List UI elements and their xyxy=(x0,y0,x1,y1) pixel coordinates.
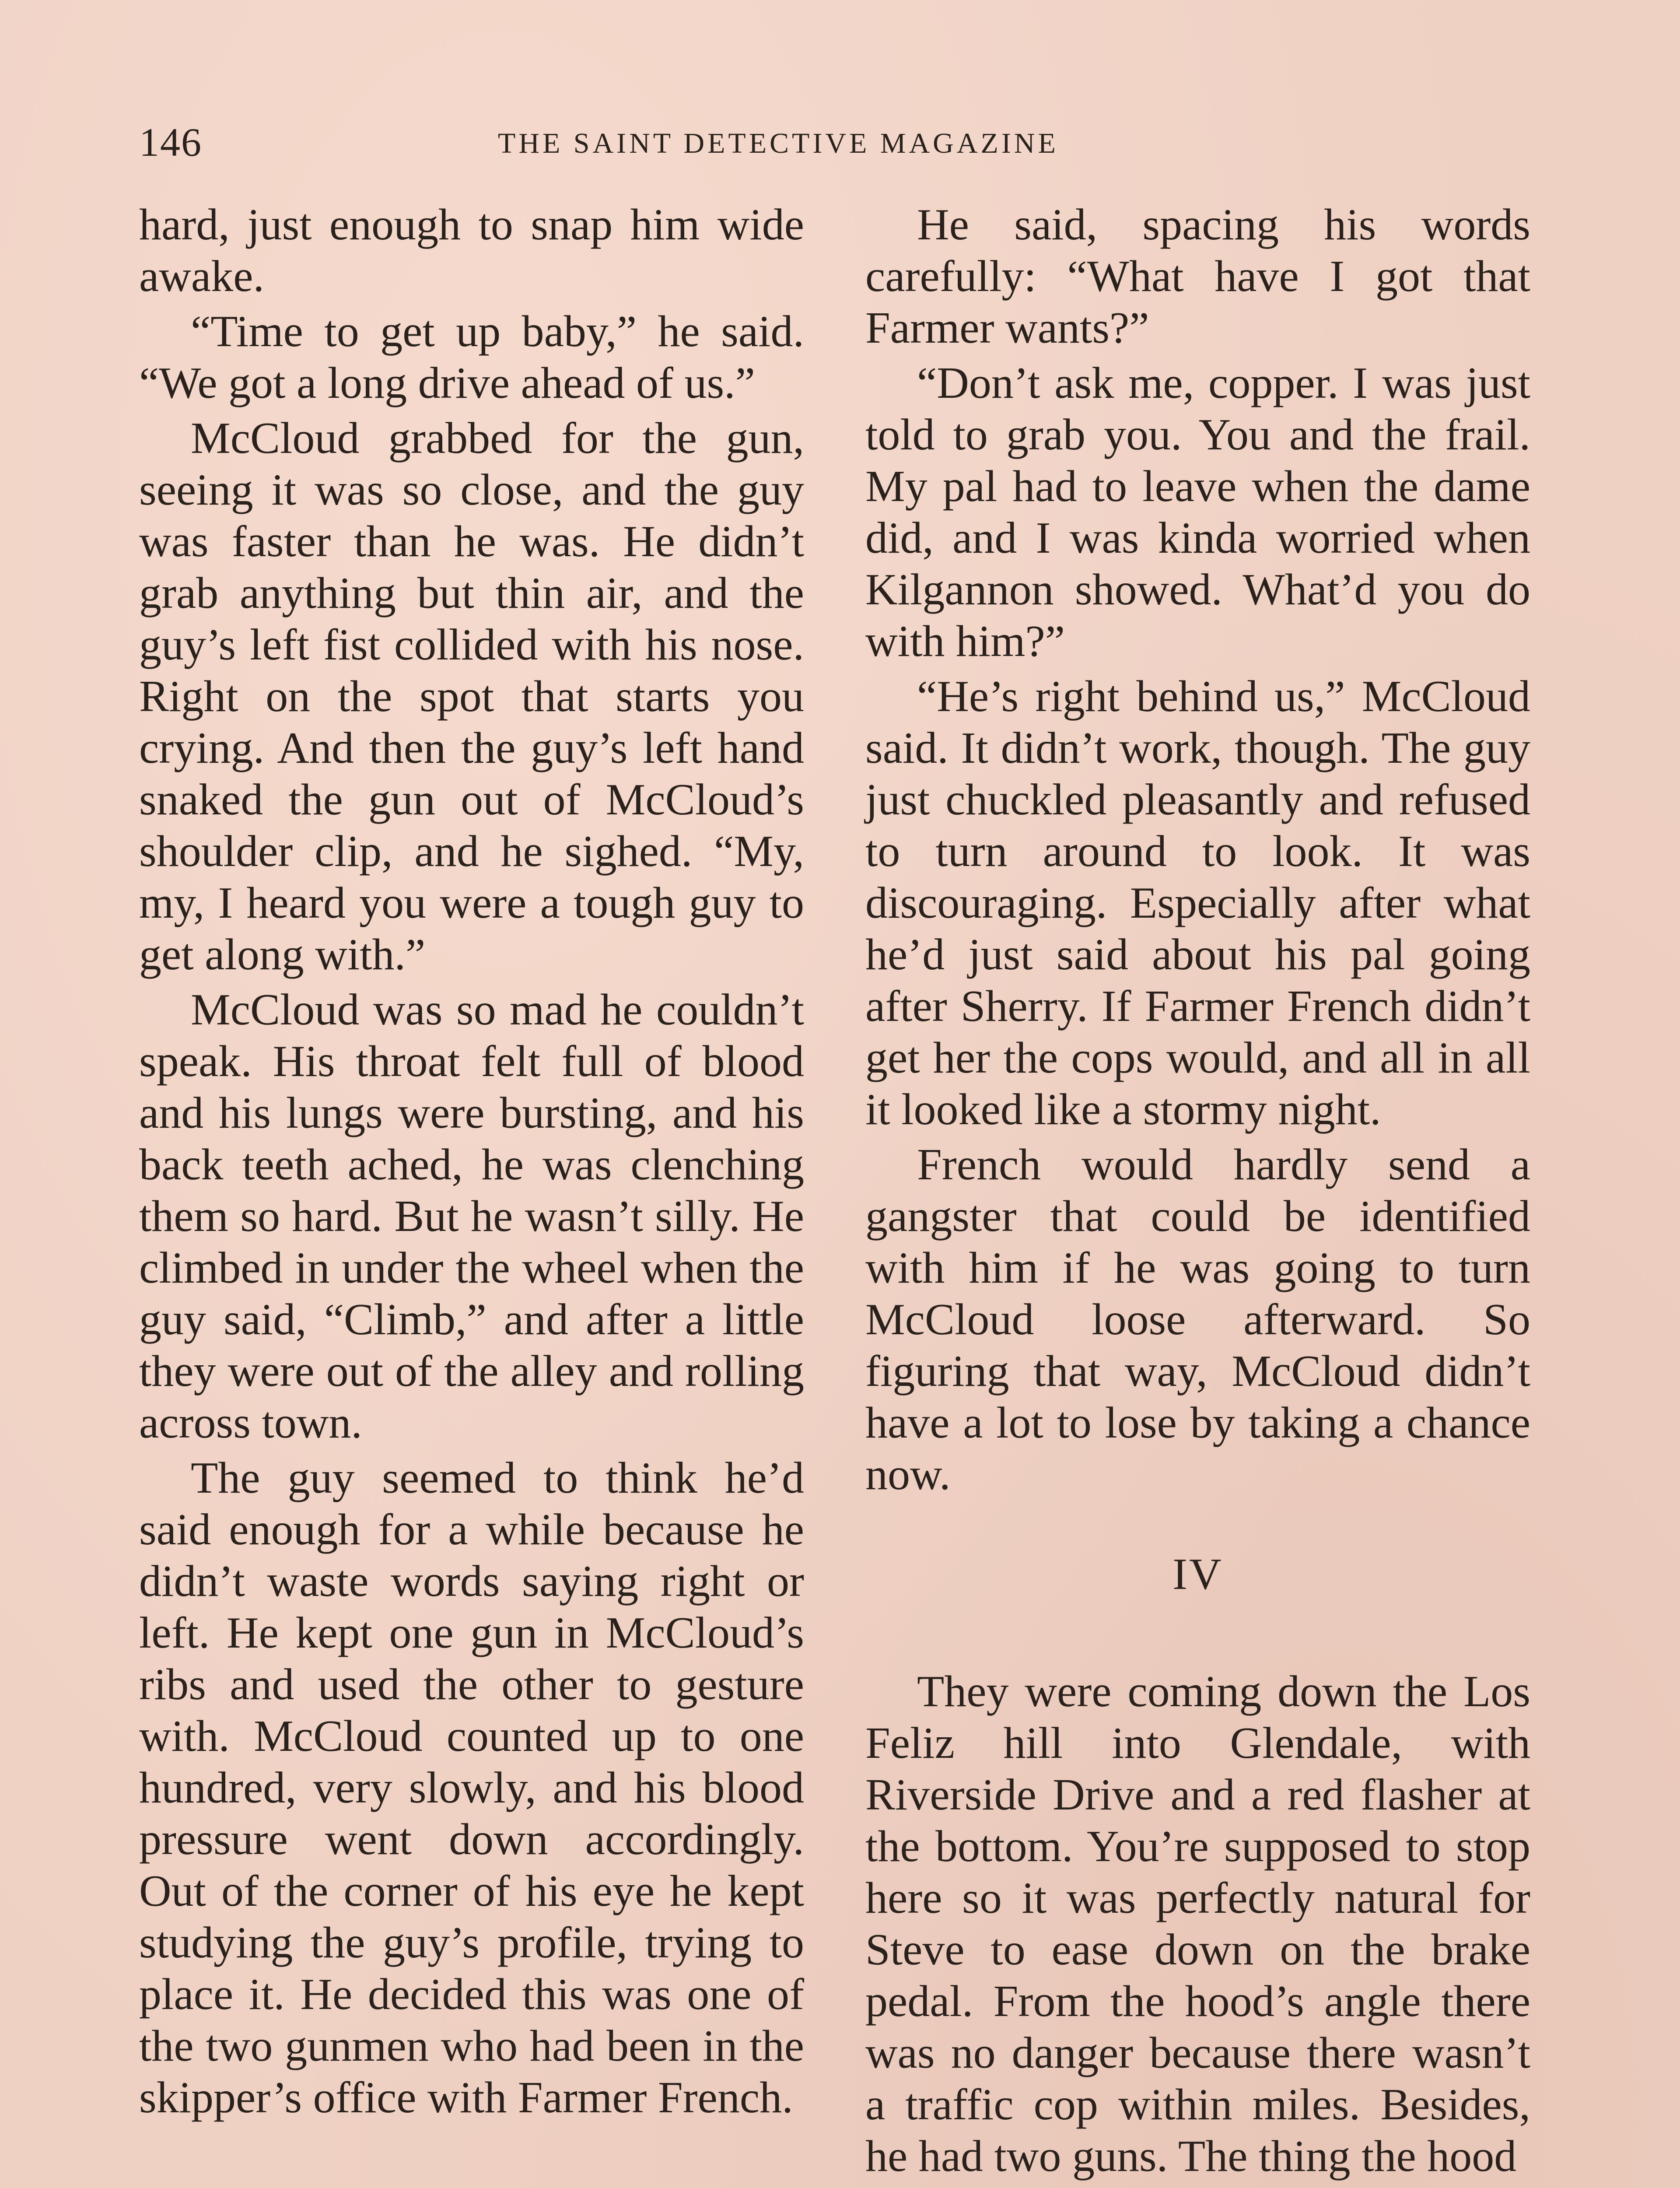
paragraph: McCloud grabbed for the gun, seeing it was so close, and the guy was faster than he was. He didn’t grab anything but thin air, and the guy’s left fist collided with his nose. Right on the spot that starts you crying. And then the guy’s left hand snaked the gun out of McCloud’s shoulder clip, and he sighed. “My, my, I heard you were a tough guy to get along with.” xyxy=(139,414,804,979)
paragraph: The guy seemed to think he’d said enough for a while because he didn’t waste words saying right or left. He kept one gun in McCloud’s ribs and used the other to gesture with. McCloud counted up to one hundred, very slowly, and his blood pressure went down accordingly. Out of the corner of his eye he kept studying the guy’s profile, trying to place it. He decided this was one of the two gunmen who had been in the skipper’s office with Farmer French. xyxy=(139,1453,804,2122)
section-heading: IV xyxy=(1172,1550,1223,1599)
paragraph: McCloud was so mad he couldn’t speak. His throat felt full of blood and his lungs were bursting, and his back teeth ached, he was clenching them so hard. But he wasn’t silly. He climbed in under the wheel when the guy said, “Climb,” and after a little they were out of the alley and rolling across town. xyxy=(139,985,804,1448)
paragraph: hard, just enough to snap him wide awake. xyxy=(139,200,804,301)
paragraph: French would hardly send a gangster that could be identified with him if he was going to turn McCloud loose afterward. So figuring that way, McCloud didn’t have a lot to lose by taking a chance now. xyxy=(865,1140,1530,1499)
page-header xyxy=(139,119,1539,176)
paragraph: They were coming down the Los Feliz hill into Glendale, with Riverside Drive and a red flasher at the bottom. You’re supposed to stop here so it was perfectly natural for Steve to ease down on the brake pedal. From the hood’s angle there was no danger because there wasn’t a traffic cop within miles. Besides, he had two guns. The thing the hood xyxy=(865,1667,1530,2181)
right-column xyxy=(865,199,1530,2186)
running-title: THE SAINT DETECTIVE MAGAZINE xyxy=(498,127,1059,159)
paragraph: “Don’t ask me, copper. I was just told to grab you. You and the frail. My pal had to leave when the dame did, and I was kinda worried when Kilgannon showed. What’d you do with him?” xyxy=(865,358,1530,666)
paragraph: He said, spacing his words carefully: “What have I got that Farmer wants?” xyxy=(865,200,1530,353)
page-number: 146 xyxy=(139,120,202,165)
paragraph: “Time to get up baby,” he said. “We got a long drive ahead of us.” xyxy=(139,307,804,408)
paragraph: “He’s right behind us,” McCloud said. It didn’t work, though. The guy just chuckled pleasantly and refused to turn around to look. It was discouraging. Especially after what he’d just said about his pal going after Sherry. If Farmer French didn’t get her the cops would, and all in all it looked like a stormy night. xyxy=(865,672,1530,1134)
left-column xyxy=(139,199,804,2127)
